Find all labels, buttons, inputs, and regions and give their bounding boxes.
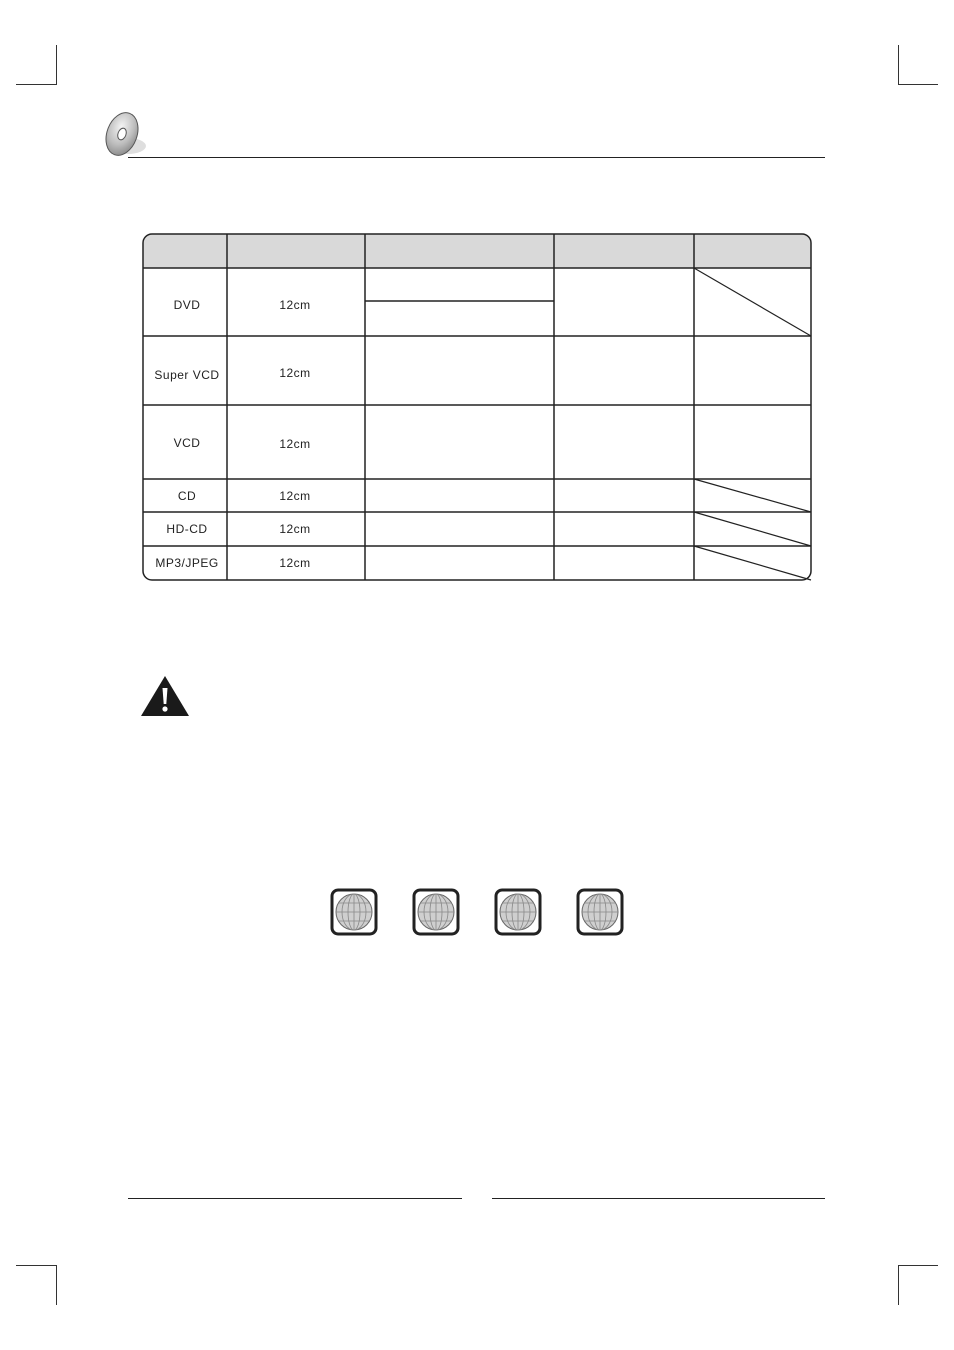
crop-mark-bottom-left-horizontal	[16, 1265, 56, 1266]
disc-icon	[100, 108, 152, 160]
crop-mark-top-right-horizontal	[898, 84, 938, 85]
region-icons-row	[330, 888, 626, 938]
crop-mark-bottom-right-vertical	[898, 1265, 899, 1305]
disc-type-mp3-jpeg: MP3/JPEG	[155, 556, 219, 570]
crop-mark-top-left-vertical	[56, 45, 57, 85]
disc-type-super-vcd: Super VCD	[154, 368, 220, 382]
globe-region-icon	[576, 888, 624, 936]
crop-mark-bottom-right-horizontal	[898, 1265, 938, 1266]
globe-region-icon	[330, 888, 378, 936]
disc-type-hd-cd: HD-CD	[166, 522, 208, 536]
disc-size-vcd: 12cm	[279, 437, 311, 451]
footer-rule-left	[128, 1198, 462, 1199]
disc-type-cd: CD	[177, 489, 197, 503]
disc-type-vcd: VCD	[173, 436, 201, 450]
crop-mark-bottom-left-vertical	[56, 1265, 57, 1305]
crop-mark-top-left-horizontal	[16, 84, 56, 85]
disc-size-dvd: 12cm	[279, 298, 311, 312]
disc-size-hd-cd: 12cm	[279, 522, 311, 536]
globe-region-icon	[412, 888, 460, 936]
disc-size-cd: 12cm	[279, 489, 311, 503]
warning-triangle-icon	[140, 675, 190, 717]
disc-compatibility-table	[142, 233, 812, 581]
disc-type-dvd: DVD	[173, 298, 201, 312]
disc-size-mp3-jpeg: 12cm	[279, 556, 311, 570]
crop-mark-top-right-vertical	[898, 45, 899, 85]
header-rule	[128, 157, 825, 158]
footer-rule-right	[492, 1198, 825, 1199]
disc-size-super-vcd: 12cm	[279, 366, 311, 380]
table-grid	[142, 233, 812, 581]
globe-region-icon	[494, 888, 542, 936]
